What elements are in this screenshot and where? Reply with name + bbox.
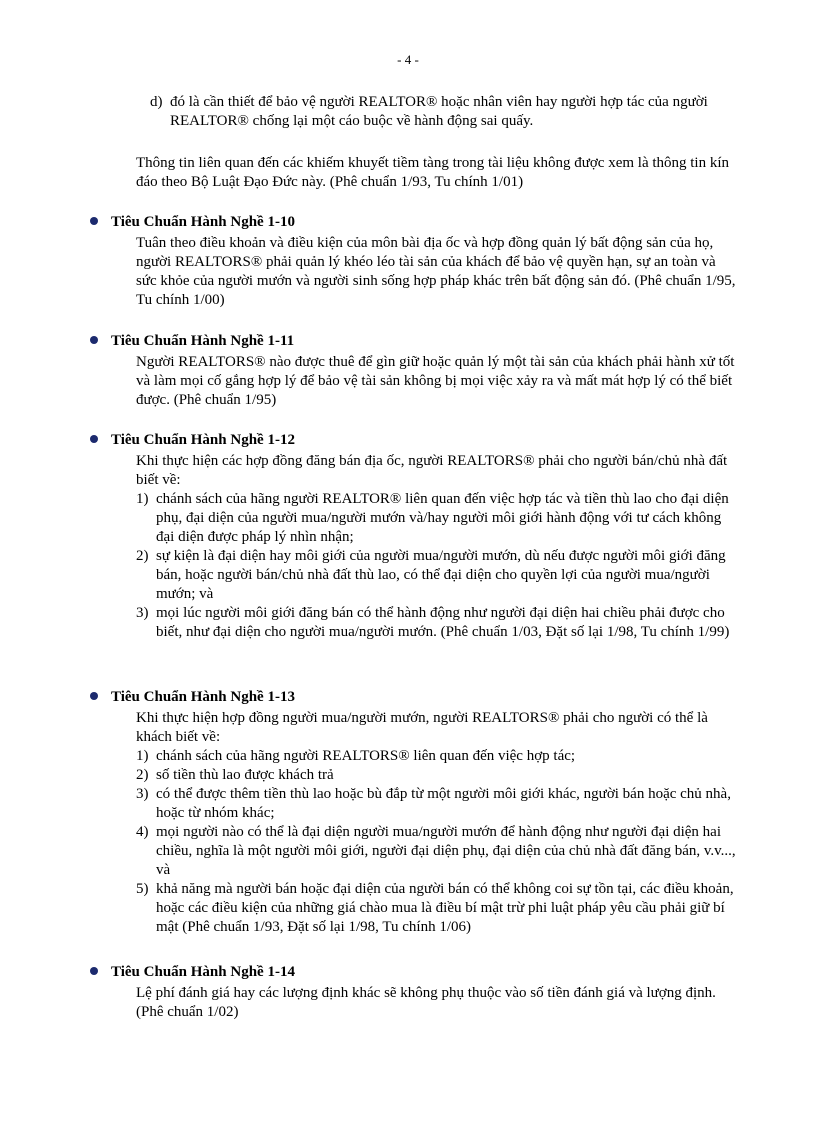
standard-title: Tiêu Chuẩn Hành Nghề 1-13	[111, 689, 295, 705]
list-number: 3)	[136, 786, 149, 802]
bullet-icon	[90, 692, 98, 700]
list-item-text: chánh sách của hãng người REALTORS® liên quan đến việc hợp tác;	[156, 748, 576, 764]
page-number: - 4 -	[397, 52, 419, 67]
list-marker: d)	[150, 94, 163, 110]
standard-body-1-10: Tuân theo điều khoản và điều kiện của môn bài địa ốc và hợp đồng quản lý bất động sản của họ, người REALTORS® phải quản lý khéo léo tài sản của khách để bảo vệ quyền hạn, sự an toàn và sức khỏe của người mướn và người sinh sống hợp pháp khác trên bất động sản đó. (Phê chuẩn 1/95, Tu chính 1/00)	[136, 235, 736, 308]
list-item	[136, 823, 736, 880]
standard-heading-1-12	[90, 431, 295, 450]
list-item	[136, 785, 736, 823]
list-item	[136, 547, 736, 604]
list-number: 2)	[136, 548, 149, 564]
list-item	[136, 604, 736, 642]
standard-body-1-12	[136, 452, 736, 642]
bullet-icon	[90, 217, 98, 225]
list-item	[136, 747, 736, 766]
standard-title: Tiêu Chuẩn Hành Nghề 1-11	[111, 333, 295, 349]
list-number: 2)	[136, 767, 149, 783]
list-item-text: sự kiện là đại diện hay môi giới của người mua/người mướn, dù nếu được người môi giới đăng bán, hoặc người bán/chủ nhà đất thù lao, có thể đại diện cho quyền lợi của người mua/người mướn; và	[156, 548, 726, 602]
list-item	[136, 880, 736, 937]
standard-title: Tiêu Chuẩn Hành Nghề 1-12	[111, 432, 295, 448]
list-number: 1)	[136, 748, 149, 764]
list-number: 1)	[136, 491, 149, 507]
standard-heading-1-13	[90, 688, 295, 707]
list-item-text: có thể được thêm tiền thù lao hoặc bù đắp từ một người môi giới khác, người bán hoặc chủ nhà, hoặc từ nhóm khác;	[156, 786, 731, 821]
standard-title: Tiêu Chuẩn Hành Nghề 1-10	[111, 214, 295, 230]
standard-body-1-13	[136, 709, 736, 937]
standard-intro: Khi thực hiện hợp đồng người mua/người mướn, người REALTORS® phải cho người có thể là khách biết về:	[136, 710, 708, 745]
list-item-text: mọi người nào có thể là đại diện người mua/người mướn để hành động như người đại diện hai chiều, nghĩa là một người môi giới, người đại diện phụ, đại diện của chủ nhà đất đăng bán, v.v..., và	[156, 824, 736, 878]
standard-heading-1-11	[90, 332, 294, 351]
bullet-icon	[90, 967, 98, 975]
list-item-text: khả năng mà người bán hoặc đại diện của người bán có thể không coi sự tồn tại, các điều khoản, hoặc các điều kiện của những giá chào mua là điều bí mật trừ phi luật pháp yêu cầu phải giữ bí mật (Phê chuẩn 1/93, Đặt số lại 1/98, Tu chính 1/06)	[156, 881, 734, 935]
standard-title: Tiêu Chuẩn Hành Nghề 1-14	[111, 964, 295, 980]
standard-intro: Khi thực hiện các hợp đồng đăng bán địa ốc, người REALTORS® phải cho người bán/chủ nhà đất biết về:	[136, 453, 728, 488]
bullet-icon	[90, 336, 98, 344]
list-item	[136, 490, 736, 547]
list-number: 4)	[136, 824, 149, 840]
numbered-list	[136, 490, 736, 642]
list-item-text: chánh sách của hãng người REALTOR® liên quan đến việc hợp tác và tiền thù lao cho đại diện phụ, đại diện của người mua/người mướn và/hay người môi giới hành động với tư cách không đại diện được pháp lý nhìn nhận;	[156, 491, 729, 545]
list-number: 5)	[136, 881, 149, 897]
bullet-icon	[90, 435, 98, 443]
numbered-list	[136, 747, 736, 937]
list-item-text: mọi lúc người môi giới đăng bán có thể hành động như người đại diện hai chiều phải được cho biết, như đại diện cho người mua/người mướn. (Phê chuẩn 1/03, Đặt số lại 1/98, Tu chính 1/99)	[156, 605, 730, 640]
list-item	[136, 766, 736, 785]
list-item-text: đó là cần thiết để bảo vệ người REALTOR® hoặc nhân viên hay người hợp tác của người REALTOR® chống lại một cáo buộc về hành động sai quấy.	[170, 94, 708, 129]
confidentiality-note: Thông tin liên quan đến các khiếm khuyết tiềm tàng trong tài liệu không được xem là thông tin kín đáo theo Bộ Luật Đạo Đức này. (Phê chuẩn 1/93, Tu chính 1/01)	[136, 155, 730, 190]
standard-body-1-14: Lệ phí đánh giá hay các lượng định khác sẽ không phụ thuộc vào số tiền đánh giá và lượng định. (Phê chuẩn 1/02)	[136, 985, 716, 1020]
list-item-text: số tiền thù lao được khách trả	[156, 767, 334, 783]
list-number: 3)	[136, 605, 149, 621]
standard-heading-1-10	[90, 213, 295, 232]
standard-body-1-11: Người REALTORS® nào được thuê để gìn giữ hoặc quản lý một tài sản của khách phải hành xử tốt và làm mọi cố gắng hợp lý để bảo vệ tài sản không bị mọi việc xảy ra và mất mát hợp lý có thể biết được. (Phê chuẩn 1/95)	[136, 354, 735, 408]
standard-heading-1-14	[90, 963, 295, 982]
list-item-d	[150, 93, 750, 131]
